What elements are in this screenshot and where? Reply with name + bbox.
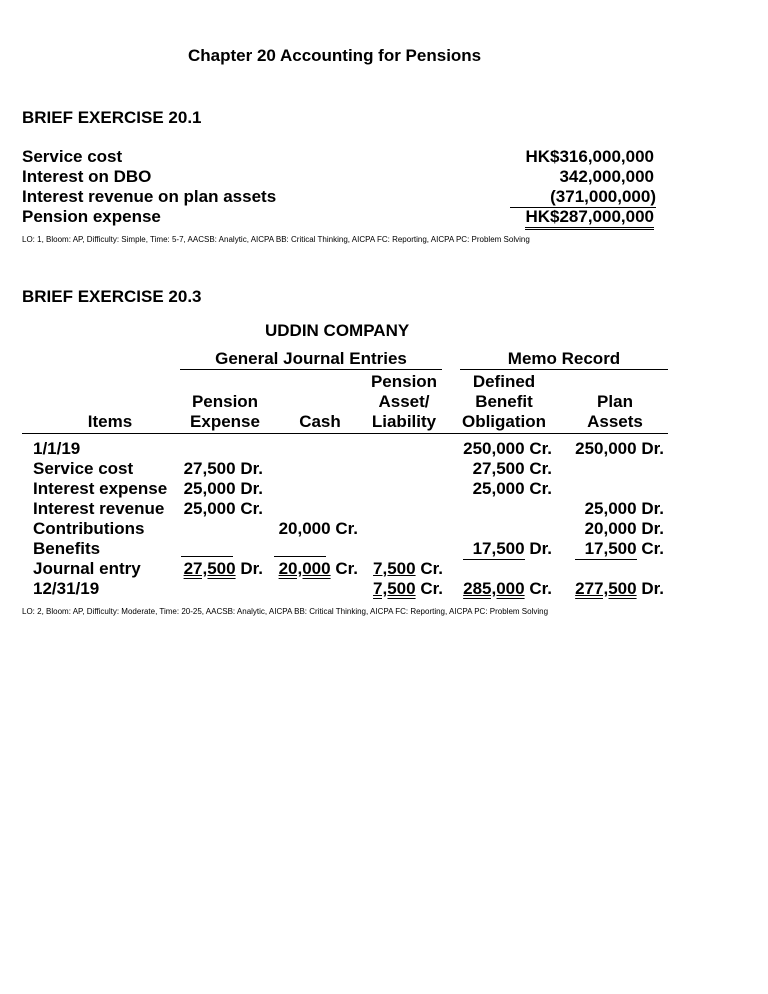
cell-pension-expense: 27,500 Dr. <box>183 459 263 478</box>
ex1-value-interest-dbo: 342,000,000 <box>559 167 654 186</box>
column-header-pension-asset-liability-line2: Asset/ <box>378 392 430 411</box>
ex3-metadata: LO: 2, Bloom: AP, Difficulty: Moderate, Time: 20-25, AACSB: Analytic, AICPA BB: Critical Thinking, AICPA FC: Reporting, AICPA PC: Problem Solving <box>22 607 549 616</box>
column-header-plan-assets-line2: Assets <box>587 412 643 431</box>
group-header-general-journal: General Journal Entries <box>215 349 407 368</box>
column-header-divider <box>22 433 668 434</box>
ex1-value-pension-expense: HK$287,000,000 <box>525 207 654 230</box>
column-header-pension-expense-line1: Pension <box>191 392 259 411</box>
row-item-label: 12/31/19 <box>33 579 100 598</box>
group-header-divider <box>460 369 668 370</box>
ex1-label-interest-revenue: Interest revenue on plan assets <box>22 187 277 206</box>
subtotal-rule <box>181 556 233 557</box>
cell-pension-expense: 25,000 Cr. <box>183 499 263 518</box>
subtotal-rule <box>274 556 326 557</box>
cell-pension-expense: 25,000 Dr. <box>183 479 263 498</box>
cell-plan-assets: 250,000 Dr. <box>575 439 664 458</box>
cell-pension-asset-liability-total: 7,500 Cr. <box>373 579 443 598</box>
column-header-items: Items <box>87 412 133 431</box>
column-header-pension-asset-liability-line1: Pension <box>370 372 438 391</box>
company-name: UDDIN COMPANY <box>265 321 410 340</box>
ex1-value-service-cost: HK$316,000,000 <box>525 147 654 166</box>
row-item-label: 1/1/19 <box>33 439 81 458</box>
column-header-dbo-line1: Defined <box>472 372 536 391</box>
exercise-1-heading: BRIEF EXERCISE 20.1 <box>22 108 202 127</box>
group-header-divider <box>180 369 442 370</box>
ex1-metadata: LO: 1, Bloom: AP, Difficulty: Simple, Time: 5-7, AACSB: Analytic, AICPA BB: Critical Thinking, AICPA FC: Reporting, AICPA PC: Problem Solving <box>22 235 530 244</box>
column-header-dbo-line3: Obligation <box>461 412 547 431</box>
column-header-plan-assets-line1: Plan <box>597 392 633 411</box>
row-item-label: Benefits <box>33 539 101 558</box>
cell-pension-expense-total: 27,500 Dr. <box>183 559 263 578</box>
row-item-label: Journal entry <box>33 559 141 578</box>
group-header-memo-record: Memo Record <box>507 349 621 368</box>
exercise-3-heading: BRIEF EXERCISE 20.3 <box>22 287 202 306</box>
row-item-label: Interest revenue <box>33 499 165 518</box>
cell-cash: 20,000 Cr. <box>278 519 358 538</box>
ex1-label-pension-expense: Pension expense <box>22 207 161 226</box>
cell-dbo: 27,500 Cr. <box>472 459 552 478</box>
column-header-pension-asset-liability-line3: Liability <box>371 412 437 431</box>
cell-dbo: 17,500 Dr. <box>463 539 552 560</box>
cell-dbo: 250,000 Cr. <box>463 439 552 458</box>
row-item-label: Interest expense <box>33 479 168 498</box>
cell-plan-assets: 20,000 Dr. <box>584 519 664 538</box>
cell-plan-assets-total: 277,500 Dr. <box>575 579 664 598</box>
row-item-label: Contributions <box>33 519 145 538</box>
ex1-value-interest-revenue: (371,000,000) <box>510 187 656 208</box>
cell-cash-total: 20,000 Cr. <box>278 559 358 578</box>
cell-plan-assets: 17,500 Cr. <box>575 539 664 560</box>
page-title: Chapter 20 Accounting for Pensions <box>188 46 482 65</box>
column-header-pension-expense-line2: Expense <box>190 412 260 431</box>
cell-pension-asset-liability: 7,500 Cr. <box>373 559 443 578</box>
column-header-cash: Cash <box>299 412 341 431</box>
column-header-dbo-line2: Benefit <box>475 392 533 411</box>
ex1-label-interest-dbo: Interest on DBO <box>22 167 152 186</box>
cell-dbo-total: 285,000 Cr. <box>463 579 552 598</box>
cell-dbo: 25,000 Cr. <box>472 479 552 498</box>
cell-plan-assets: 25,000 Dr. <box>584 499 664 518</box>
row-item-label: Service cost <box>33 459 134 478</box>
ex1-label-service-cost: Service cost <box>22 147 123 166</box>
